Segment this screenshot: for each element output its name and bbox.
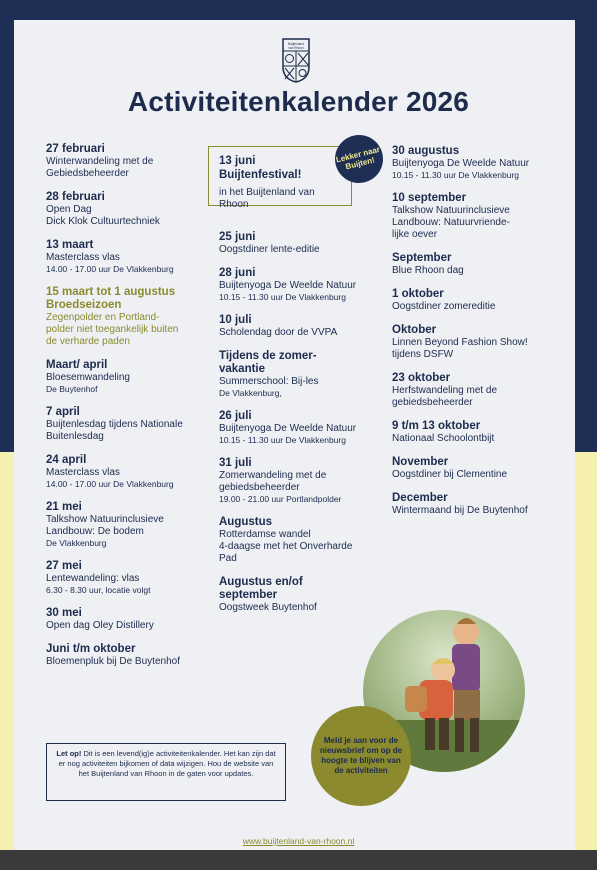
event-item bbox=[219, 231, 384, 256]
event-text: Buijtenyoga De Weelde Natuur bbox=[392, 158, 530, 169]
event-text: Blue Rhoon dag bbox=[392, 265, 464, 276]
event-date: 10 september bbox=[392, 192, 467, 204]
event-item bbox=[219, 314, 384, 339]
event-text: Linnen Beyond Fashion Show! bbox=[392, 337, 528, 348]
event-detail: 14.00 - 17.00 uur De Vlakkenburg bbox=[46, 479, 174, 489]
event-text: tijdens DSFW bbox=[392, 349, 454, 360]
event-date: Maart/ april bbox=[46, 359, 108, 371]
event-item bbox=[46, 143, 206, 180]
website-link[interactable]: www.buijtenland-van-rhoon.nl bbox=[242, 836, 355, 846]
event-detail: De Buytenhof bbox=[46, 384, 98, 394]
event-item bbox=[46, 191, 206, 228]
event-item bbox=[392, 420, 552, 445]
event-text: lijke oever bbox=[392, 229, 438, 240]
event-date: 23 oktober bbox=[392, 372, 451, 384]
event-item bbox=[219, 350, 384, 399]
event-detail: 6.30 - 8.30 uur, locatie volgt bbox=[46, 585, 151, 595]
event-date: 9 t/m 13 oktober bbox=[392, 420, 481, 432]
event-date: 7 april bbox=[46, 406, 80, 418]
event-text: Oogstdiner bij Clementine bbox=[392, 469, 508, 480]
event-text: Landbouw: Natuurvriende- bbox=[392, 217, 510, 228]
event-item bbox=[392, 492, 552, 517]
event-text: Buijtenyoga De Weelde Natuur bbox=[219, 280, 357, 291]
event-text: Zomerwandeling met de bbox=[219, 470, 327, 481]
event-date-2: vakantie bbox=[219, 363, 266, 375]
event-text: Pad bbox=[219, 553, 237, 564]
event-text: Gebiedsbeheerder bbox=[46, 168, 129, 179]
event-text: Bloemenpluk bij De Buytenhof bbox=[46, 656, 180, 667]
event-text: Oogstweek Buytenhof bbox=[219, 602, 317, 613]
event-date-2: september bbox=[219, 589, 278, 601]
event-text: Lentewandeling: vlas bbox=[46, 573, 140, 584]
event-detail: 19.00 - 21.00 uur Portlandpolder bbox=[219, 494, 342, 504]
event-date: 31 juli bbox=[219, 457, 252, 469]
event-text: Masterclass vlas bbox=[46, 467, 120, 478]
event-date: Tijdens de zomer- bbox=[219, 350, 317, 362]
event-item bbox=[392, 324, 552, 361]
event-detail: De Vlakkenburg, bbox=[219, 388, 282, 398]
event-item bbox=[46, 286, 206, 348]
event-detail: 10.15 - 11.30 uur De Vlakkenburg bbox=[219, 292, 346, 302]
event-item bbox=[219, 576, 384, 614]
newsletter-text: Meld je aan voor de nieuwsbrief om op de hoogte te blijven van de activiteiten bbox=[319, 736, 403, 775]
event-text: Herfstwandeling met de bbox=[392, 385, 498, 396]
event-item bbox=[392, 252, 552, 277]
event-detail: 10.15 - 11.30 uur De Vlakkenburg bbox=[392, 170, 519, 180]
event-text: Dick Klok Cultuurtechniek bbox=[46, 216, 160, 227]
event-date: Oktober bbox=[392, 324, 437, 336]
svg-text:van Rhoon: van Rhoon bbox=[288, 46, 304, 50]
event-date: 1 oktober bbox=[392, 288, 444, 300]
badge-text: Lekker naar Buijten! bbox=[335, 144, 381, 172]
event-date: 13 maart bbox=[46, 239, 94, 251]
event-date: 25 juni bbox=[219, 231, 256, 243]
event-date: September bbox=[392, 252, 452, 264]
event-item bbox=[46, 239, 206, 275]
svg-text:Buijtenland: Buijtenland bbox=[288, 42, 304, 46]
event-date: November bbox=[392, 456, 449, 468]
event-item bbox=[46, 454, 206, 490]
event-date: 28 juni bbox=[219, 267, 256, 279]
event-text: Open Dag bbox=[46, 204, 92, 215]
event-text: Buijtenyoga De Weelde Natuur bbox=[219, 423, 357, 434]
event-date: Augustus bbox=[219, 516, 273, 528]
shield-logo-icon bbox=[281, 37, 311, 83]
event-text: gebiedsbeheerder bbox=[219, 482, 300, 493]
event-text: Wintermaand bij De Buytenhof bbox=[392, 505, 528, 516]
event-item bbox=[219, 516, 384, 565]
event-date: 27 februari bbox=[46, 143, 105, 155]
event-item bbox=[46, 406, 206, 443]
event-text: Rotterdamse wandel bbox=[219, 529, 311, 540]
event-item bbox=[46, 560, 206, 596]
column-2 bbox=[219, 231, 384, 625]
event-date: 26 juli bbox=[219, 410, 252, 422]
festival-box bbox=[208, 146, 352, 210]
column-3 bbox=[392, 145, 552, 528]
event-text: Summerschool: Bij-les bbox=[219, 376, 319, 387]
event-text: 4-daagse met het Onverharde bbox=[219, 541, 353, 552]
event-text: Buijtenlesdag tijdens Nationale bbox=[46, 419, 183, 430]
newsletter-circle[interactable] bbox=[311, 706, 411, 806]
event-text: Landbouw: De bodem bbox=[46, 526, 144, 537]
event-item bbox=[392, 288, 552, 313]
event-text: Oogstdiner zomereditie bbox=[392, 301, 496, 312]
page-title: Activiteitenkalender 2026 bbox=[127, 86, 470, 117]
event-date: 27 mei bbox=[46, 560, 82, 572]
event-item bbox=[392, 456, 552, 481]
event-text: Winterwandeling met de bbox=[46, 156, 154, 167]
event-detail: De Vlakkenburg bbox=[46, 538, 107, 548]
festival-date: 13 juni bbox=[219, 155, 256, 167]
event-item bbox=[46, 643, 206, 668]
event-item bbox=[46, 359, 206, 395]
event-item bbox=[392, 145, 552, 181]
event-text: polder niet toegankelijk buiten bbox=[46, 324, 179, 335]
event-text: Nationaal Schoolontbijt bbox=[392, 433, 495, 444]
event-item bbox=[46, 501, 206, 549]
notice-text: Dit is een levend(ig)e activiteitenkalender. Het kan zijn dat er nog activiteiten bijkomen of data wijzigen. Hou de website van het Buijtenland van Rhoon in de gaten voor updates. bbox=[58, 749, 276, 778]
event-item bbox=[219, 267, 384, 303]
event-date: 30 mei bbox=[46, 607, 82, 619]
festival-title: Buijtenfestival! bbox=[219, 169, 302, 181]
event-date: December bbox=[392, 492, 448, 504]
event-item bbox=[46, 607, 206, 632]
event-date: Augustus en/of bbox=[219, 576, 303, 588]
bottom-strip bbox=[0, 850, 597, 870]
notice-box bbox=[46, 743, 286, 801]
event-text: gebiedsbeheerder bbox=[392, 397, 473, 408]
event-text: de verharde paden bbox=[46, 336, 130, 347]
event-date: 28 februari bbox=[46, 191, 105, 203]
event-date-2: Broedseizoen bbox=[46, 299, 122, 311]
event-date: 21 mei bbox=[46, 501, 82, 513]
notice-bold: Let op! bbox=[56, 749, 82, 758]
event-text: Oogstdiner lente-editie bbox=[219, 244, 320, 255]
event-text: Scholendag door de VVPA bbox=[219, 327, 338, 338]
event-date: 24 april bbox=[46, 454, 87, 466]
event-detail: 10.15 - 11.30 uur De Vlakkenburg bbox=[219, 435, 346, 445]
event-date: 10 juli bbox=[219, 314, 252, 326]
column-1 bbox=[46, 143, 206, 679]
event-item bbox=[392, 192, 552, 241]
festival-place: in het Buijtenland van Rhoon bbox=[219, 187, 315, 210]
event-date: 30 augustus bbox=[392, 145, 460, 157]
event-text: Talkshow Natuurinclusieve bbox=[46, 514, 164, 525]
event-item bbox=[219, 410, 384, 446]
event-date: 15 maart tot 1 augustus bbox=[46, 286, 176, 298]
event-text: Masterclass vlas bbox=[46, 252, 120, 263]
event-item bbox=[392, 372, 552, 409]
event-detail: 14.00 - 17.00 uur De Vlakkenburg bbox=[46, 264, 174, 274]
event-text: Buitenlesdag bbox=[46, 431, 104, 442]
event-text: Talkshow Natuurinclusieve bbox=[392, 205, 510, 216]
event-text: Zegenpolder en Portland- bbox=[46, 312, 160, 323]
event-item bbox=[219, 457, 384, 505]
event-date: Juni t/m oktober bbox=[46, 643, 136, 655]
event-text: Bloesemwandeling bbox=[46, 372, 130, 383]
event-text: Open dag Oley Distillery bbox=[46, 620, 154, 631]
